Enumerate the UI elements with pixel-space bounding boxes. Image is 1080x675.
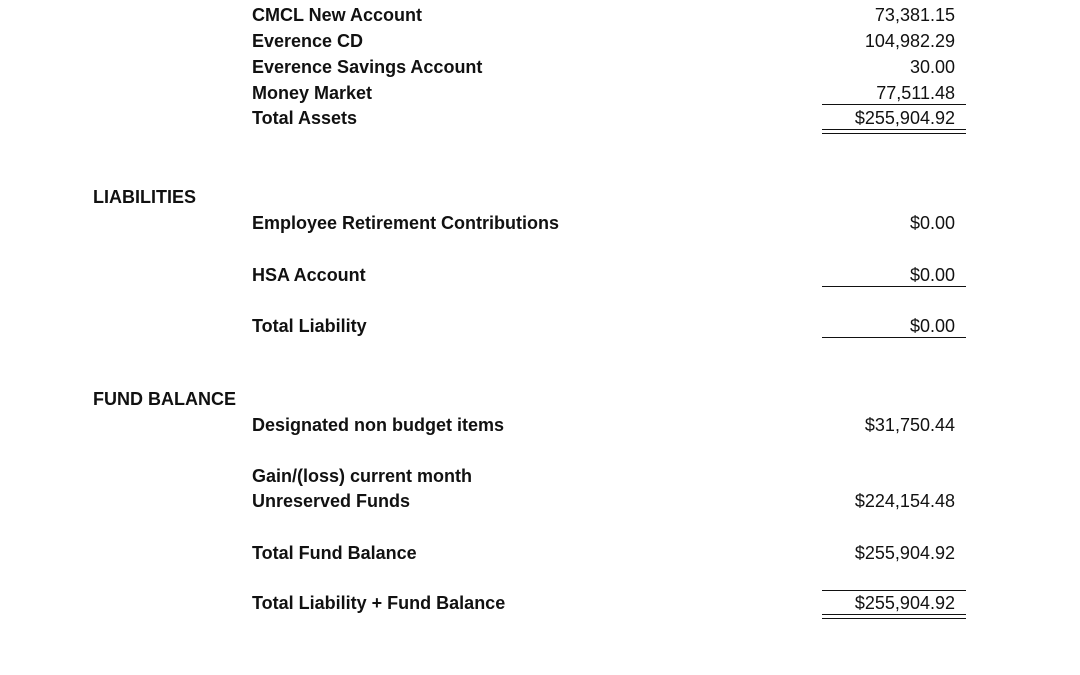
- designated-non-budget-value: $31,750.44: [864, 415, 955, 435]
- grand-total-top-rule: [822, 590, 966, 591]
- unreserved-funds-value: $224,154.48: [854, 491, 955, 511]
- total-fund-balance-value: $255,904.92: [854, 543, 955, 563]
- total-liability-value: $0.00: [909, 316, 955, 336]
- liability-label-hsa-account: HSA Account: [252, 265, 366, 285]
- total-fund-balance-label: Total Fund Balance: [252, 543, 417, 563]
- total-assets-label: Total Assets: [252, 108, 358, 128]
- liability-value-hsa-account: $0.00: [909, 265, 955, 285]
- subtotal-rule-assets: [822, 104, 966, 105]
- designated-non-budget-label: Designated non budget items: [252, 415, 505, 435]
- asset-label-money-market: Money Market: [252, 83, 373, 103]
- asset-value-everence-cd: 104,982.29: [864, 31, 955, 51]
- double-rule-total-assets: [822, 129, 966, 134]
- asset-value-money-market: 77,511.48: [876, 83, 955, 103]
- asset-label-everence-cd: Everence CD: [252, 31, 364, 51]
- total-liability-label: Total Liability: [252, 316, 367, 336]
- asset-value-everence-savings: 30.00: [909, 57, 955, 77]
- liability-value-employee-retirement: $0.00: [909, 213, 955, 233]
- subtotal-rule-liabilities: [822, 286, 966, 287]
- asset-label-cmcl-new-account: CMCL New Account: [252, 5, 423, 25]
- liability-label-employee-retirement: Employee Retirement Contributions: [252, 213, 560, 233]
- asset-value-cmcl-new-account: 73,381.15: [874, 5, 955, 25]
- total-liability-fund-balance-label: Total Liability + Fund Balance: [252, 593, 506, 613]
- liabilities-heading: LIABILITIES: [93, 187, 196, 207]
- asset-label-everence-savings: Everence Savings Account: [252, 57, 483, 77]
- total-assets-value: $255,904.92: [854, 108, 955, 128]
- total-liability-rule: [822, 337, 966, 338]
- total-liability-fund-balance-value: $255,904.92: [854, 593, 955, 613]
- unreserved-funds-label: Unreserved Funds: [252, 491, 411, 511]
- fund-balance-heading: FUND BALANCE: [93, 389, 236, 409]
- double-rule-grand-total: [822, 614, 966, 619]
- gain-loss-current-month-label: Gain/(loss) current month: [252, 466, 473, 486]
